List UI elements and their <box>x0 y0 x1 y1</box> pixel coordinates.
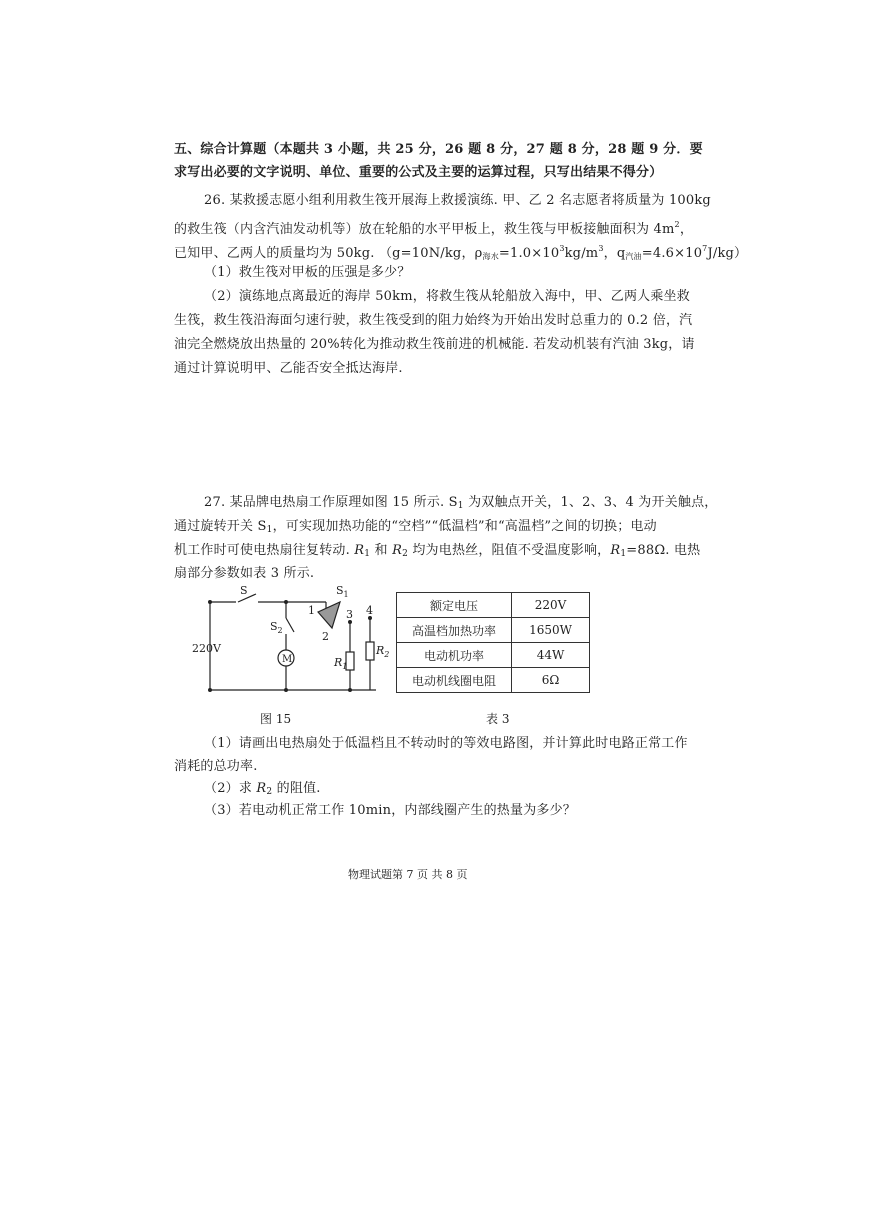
table-row: 高温档加热功率 1650W <box>397 618 590 643</box>
parameter-table <box>396 592 590 693</box>
q27-subquestion-1-line-2: 消耗的总功率. <box>174 759 258 774</box>
q27-stem-line-4: 扇部分参数如表 3 所示. <box>174 566 315 581</box>
section-header-line-2: 求写出必要的文字说明、单位、重要的公式及主要的运算过程，只写出结果不得分） <box>174 165 663 180</box>
circuit-diagram <box>190 580 390 700</box>
q27-stem-line-2: 通过旋转开关 $S_1$，可实现加热功能的“空档”“低温档”和“高温档”之间的切换；电动 <box>174 519 657 535</box>
q26-subquestion-2-line-2: 生筏，救生筏沿海面匀速行驶，救生筏受到的阻力始终为开始出发时总重力的 0.2 倍，汽 <box>174 313 693 328</box>
q26-stem-line-1: 26. 某救援志愿小组利用救生筏开展海上救援演练. 甲、乙 2 名志愿者将质量为 100kg <box>204 193 711 208</box>
contact-2-label: 2 <box>322 630 329 643</box>
switch-s2-label: $S_2$ <box>270 620 283 635</box>
q26-stem-line-3: 已知甲、乙两人的质量均为 50kg. （g=10N/kg，$\rho_{海水}=1.0\times 10^3kg/m^3$，$q_{汽油}=4.6\times 10^7J/kg$） <box>174 244 748 261</box>
q26-subquestion-2-line-1: （2）演练地点离最近的海岸 50km，将救生筏从轮船放入海中，甲、乙两人乘坐救 <box>204 289 690 304</box>
r2-label: $R_2$ <box>376 644 390 659</box>
switch-s1-rotor <box>318 602 340 628</box>
q26-subquestion-2-line-3: 油完全燃烧放出热量的 20%转化为推动救生筏前进的机械能. 若发动机装有汽油 3kg，请 <box>174 337 695 352</box>
r1-label: $R_1$ <box>334 656 348 671</box>
q27-subquestion-3: （3）若电动机正常工作 10min，内部线圈产生的热量为多少？ <box>204 803 577 818</box>
contact-1-label: 1 <box>308 604 315 617</box>
table-row: 额定电压 220V <box>397 593 590 618</box>
q27-stem-line-3: 机工作时可使电热扇往复转动. $R_1$ 和 $R_2$ 均为电热丝，阻值不受温度影响，$R_1=88\Omega$. 电热 <box>174 543 701 559</box>
q26-subquestion-1: （1）救生筏对甲板的压强是多少？ <box>204 265 411 280</box>
switch-s2-blade <box>286 618 294 632</box>
switch-s1-label: $S_1$ <box>336 584 349 599</box>
q26-stem-line-2: 的救生筏（内含汽油发动机等）放在轮船的水平甲板上，救生筏与甲板接触面积为 $4m^2$， <box>174 220 694 237</box>
motor-label: M <box>282 654 293 665</box>
q27-stem-line-1: 27. 某品牌电热扇工作原理如图 15 所示. $S_1$ 为双触点开关，1、2、3、4 为开关触点， <box>204 495 718 511</box>
terminal-bottom <box>208 688 212 692</box>
table-row: 电动机功率 44W <box>397 643 590 668</box>
q27-subquestion-1-line-1: （1）请画出电热扇处于低温档且不转动时的等效电路图，并计算此时电路正常工作 <box>204 736 688 751</box>
table-row: 电动机线圈电阻 6Ω <box>397 668 590 693</box>
contact-3-label: 3 <box>346 608 353 621</box>
terminal-top <box>208 600 212 604</box>
table-3-caption: 表 3 <box>486 712 510 726</box>
r2-resistor <box>366 642 374 660</box>
switch-s-label: S <box>240 584 248 597</box>
page-footer: 物理试题第 7 页 共 8 页 <box>348 868 468 881</box>
q26-subquestion-2-line-4: 通过计算说明甲、乙能否安全抵达海岸. <box>174 361 403 376</box>
voltage-label: 220V <box>192 642 221 655</box>
figure-15-caption: 图 15 <box>260 712 292 726</box>
contact-4-label: 4 <box>366 604 373 617</box>
section-header-line-1: 五、综合计算题（本题共 3 小题，共 25 分，26 题 8 分，27 题 8 分，28 题 9 分．要 <box>174 142 703 157</box>
q27-subquestion-2: （2）求 $R_2$ 的阻值. <box>204 781 321 797</box>
